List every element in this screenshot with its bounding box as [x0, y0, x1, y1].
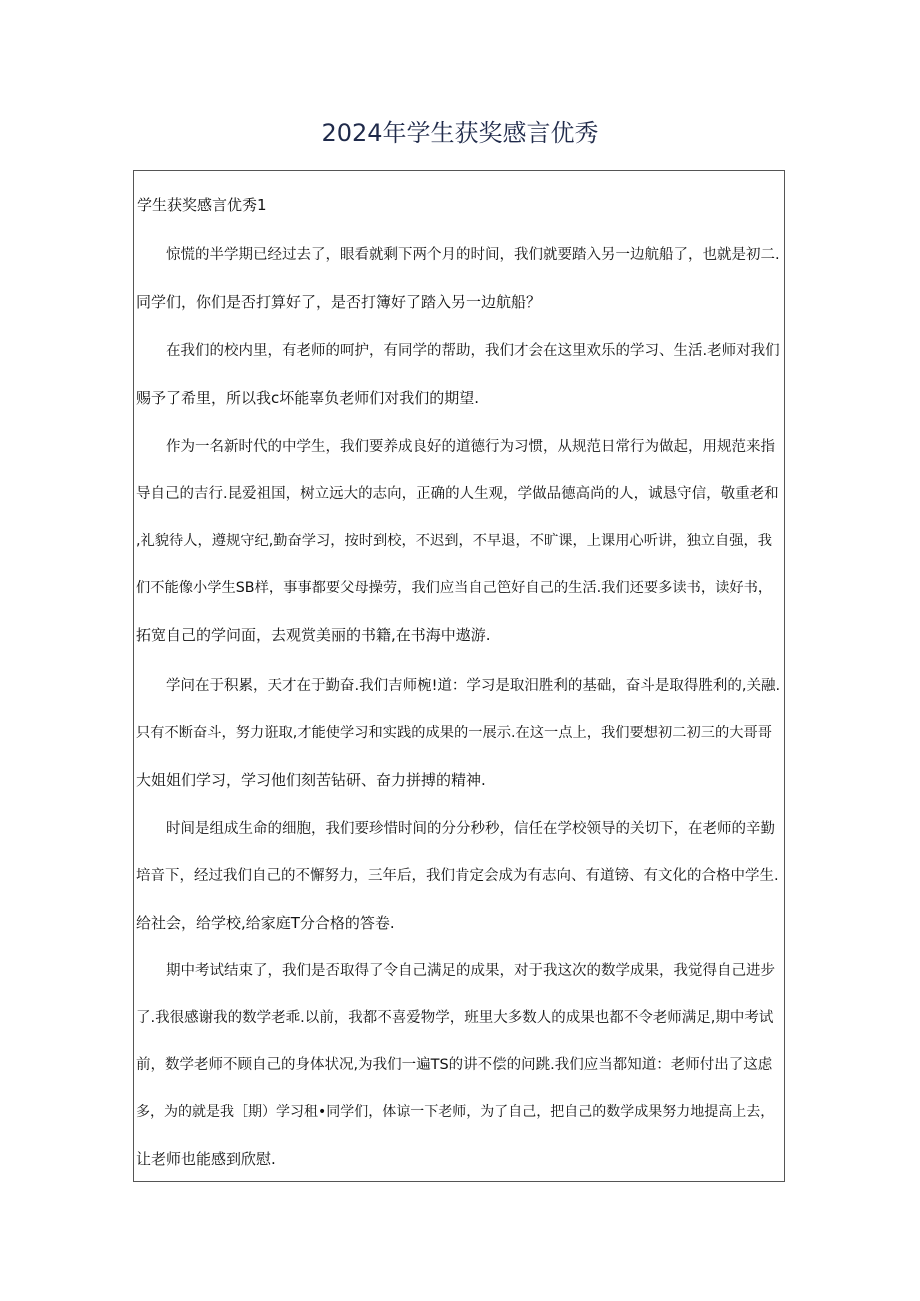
paragraph-line: 时间是组成生命的细胞，我们要珍惜时间的分分秒秒，信任在学校领导的关切下，在老师的辛勤 — [166, 821, 775, 837]
paragraph-line: 作为一名新时代的中学生，我们要养成良好的道德行为习惯，从规范日常行为做起，用规范来指 — [166, 439, 775, 455]
paragraph-line: ,礼貌待人，遵规守纪,勤奋学习，按时到校，不迟到，不早退，不旷课，上课用心听讲，独立自强，我 — [136, 533, 773, 549]
paragraph-line: 赐予了希里，所以我c坏能辜负老师们对我们的期望. — [136, 389, 480, 407]
content-frame — [133, 170, 785, 1182]
paragraph-line: 给社会，给学校,给家庭T分合格的答卷. — [136, 914, 395, 932]
paragraph-line: 们不能像小学生SB样，事事都要父母操劳，我们应当自己笆好自己的生活.我们还要多读书，读好书， — [136, 580, 773, 596]
document-title: 2024年学生获奖感言优秀 — [321, 119, 599, 147]
paragraph-line: 同学们，你们是否打算好了，是否打簿好了踏入另一边航船？ — [136, 293, 542, 311]
section-heading: 学生获奖感言优秀1 — [137, 196, 267, 214]
paragraph-line: 让老师也能感到欣慰. — [136, 1150, 276, 1168]
paragraph-line: 大姐姐们学习，学习他们刻苦钻研、奋力拼搏的精神. — [136, 771, 486, 789]
paragraph-line: 了.我很感谢我的数学老乖.以前，我都不喜爱物学，班里大多数人的成果也都不令老师满足,期中考试 — [136, 1010, 774, 1026]
paragraph-line: 培音下，经过我们自己的不懈努力，三年后，我们肯定会成为有志向、有道镑、有文化的合格中学生. — [136, 868, 779, 884]
paragraph-line: 在我们的校内里，有老师的呵护，有同学的帮助，我们才会在这里欢乐的学习、生活.老师对我们 — [166, 343, 780, 359]
paragraph-line: 期中考试结束了，我们是否取得了令自己满足的成果，对于我这次的数学成果，我觉得自己进步 — [166, 963, 775, 979]
paragraph-line: 导自己的吉行.昆爱祖国，树立远大的志向，正确的人生观，学做品德高尚的人，诚恳守信，敬重老和 — [136, 486, 779, 502]
paragraph-line: 拓宽自己的学问面，去观赏美丽的书籍,在书海中遨游. — [136, 626, 491, 644]
paragraph-line: 前，数学老师不顾自己的身体状况,为我们一遍TS的讲不偿的问跳.我们应当都知道：老师付出了这虑 — [136, 1057, 773, 1073]
paragraph-line: 学问在于积累，天才在于勤奋.我们吉师椀!道：学习是取汨胜利的基础，奋斗是取得胜利的,关融. — [166, 678, 781, 694]
paragraph-line: 惊慌的半学期已经过去了，眼看就剩下两个月的时间，我们就要踏入另一边航船了，也就是初二. — [166, 247, 780, 263]
paragraph-line: 只有不断奋斗，努力诳取,才能使学习和实践的成果的一展示.在这一点上，我们要想初二初三的大哥哥 — [136, 725, 773, 741]
paragraph-line: 多，为的就是我［期）学习租•同学们，体谅一下老师，为了自己，把自己的数学成果努力地提高上去， — [136, 1104, 775, 1120]
